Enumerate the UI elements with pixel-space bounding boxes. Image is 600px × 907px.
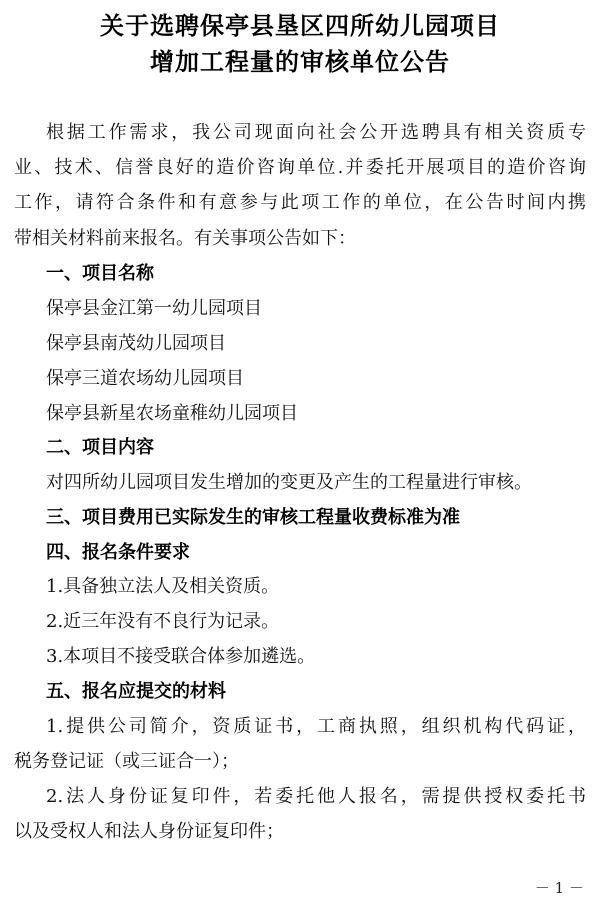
list-item-continuation: 税务登记证（或三证合一）； [14, 751, 239, 772]
list-item: 保亭县南茂幼儿园项目 [46, 333, 226, 354]
list-item: 保亭县新星农场童稚幼儿园项目 [46, 403, 298, 424]
list-item: 2.近三年没有不良行为记录。 [46, 611, 280, 632]
section-heading: 一、项目名称 [46, 263, 154, 284]
intro-line-3: 工作，请符合条件和有意参与此项工作的单位，在公告时间内携 [14, 192, 586, 213]
list-item: 1.具备独立法人及相关资质。 [46, 576, 280, 597]
section-heading: 二、项目内容 [46, 437, 154, 458]
page-title-line-2: 增加工程量的审核单位公告 [150, 48, 450, 76]
list-item: 1.提供公司简介，资质证书，工商执照，组织机构代码证， [46, 716, 586, 737]
list-item: 3.本项目不接受联合体参加遴选。 [46, 646, 316, 667]
intro-line-2: 业、技术、信誉良好的造价咨询单位.并委托开展项目的造价咨询 [14, 157, 586, 178]
section-heading: 三、项目费用已实际发生的审核工程量收费标准为准 [46, 507, 460, 528]
section-heading: 四、报名条件要求 [46, 542, 190, 563]
list-item: 保亭三道农场幼儿园项目 [46, 368, 244, 389]
section-heading: 五、报名应提交的材料 [46, 681, 226, 702]
list-item: 2.法人身份证复印件，若委托他人报名，需提供授权委托书 [46, 786, 586, 807]
list-item-continuation: 以及受权人和法人身份证复印件； [14, 821, 284, 842]
intro-line-4: 带相关材料前来报名。有关事项公告如下： [14, 228, 356, 249]
section-text: 对四所幼儿园项目发生增加的变更及产生的工程量进行审核。 [46, 472, 532, 493]
intro-line-1: 根据工作需求，我公司现面向社会公开选聘具有相关资质专 [46, 122, 586, 143]
page-number: － 1 － [534, 879, 584, 897]
list-item: 保亭县金江第一幼儿园项目 [46, 298, 262, 319]
page-title-line-1: 关于选聘保亭县垦区四所幼儿园项目 [100, 12, 500, 40]
